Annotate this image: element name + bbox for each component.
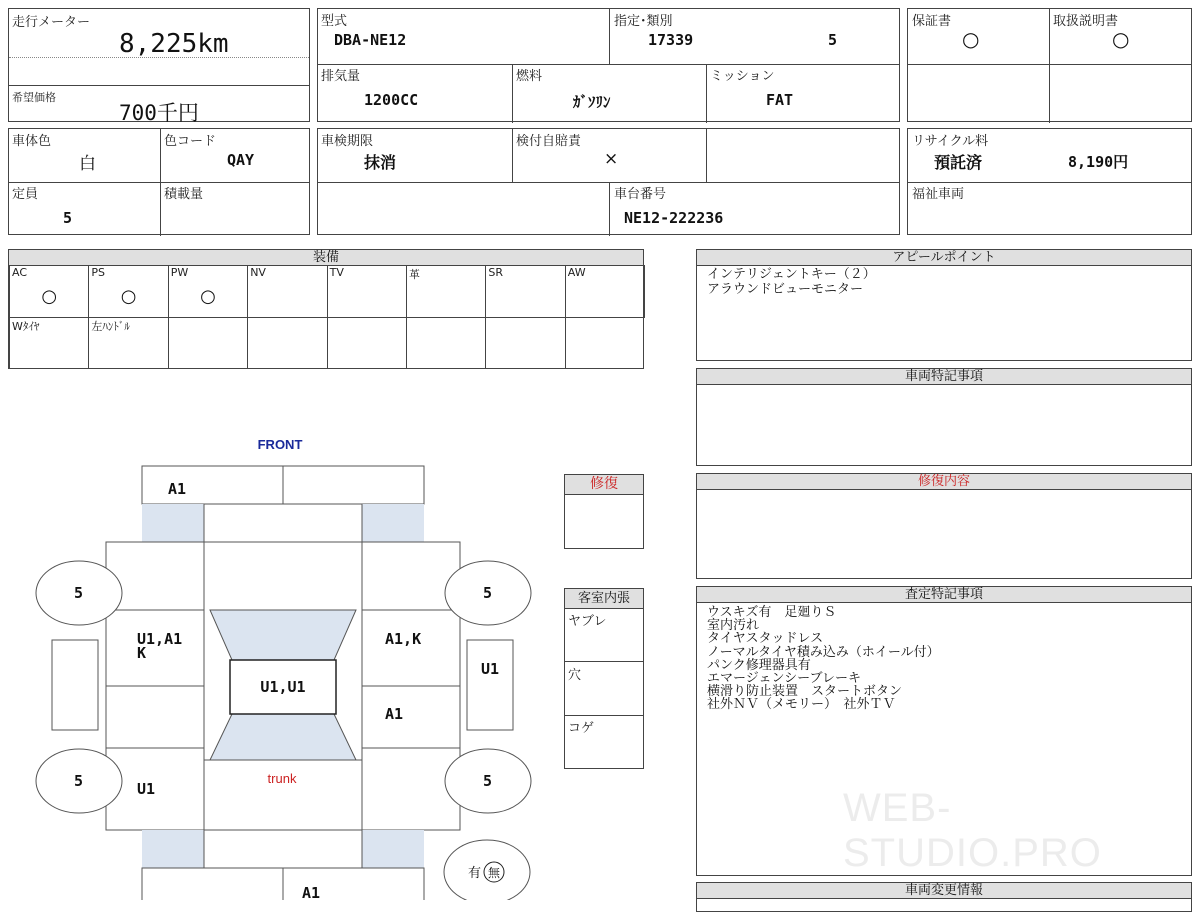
warranty-manual-box (907, 8, 1192, 122)
rear-left-glass (142, 830, 204, 868)
model-spec-box (317, 8, 900, 122)
desired-price-value: 700千円 (119, 101, 199, 125)
equipment-cell-label: PW (170, 266, 189, 279)
equipment-cell-label: TV (329, 266, 344, 279)
front-bumper-code: A1 (168, 480, 187, 498)
repair-title: 修復 (565, 475, 643, 495)
equipment-cell-label: AC (12, 266, 28, 279)
assessment-line-5: パンク修理器具有 (707, 657, 811, 673)
equipment-cell-row2-2 (88, 317, 168, 369)
equipment-cell-label: Wﾀｲﾔ (12, 320, 40, 333)
change-info-box (696, 882, 1192, 912)
inspection-chassis-box (317, 128, 900, 235)
assessment-line-4: ノーマルタイヤ積み込み（ホイール付） (707, 644, 940, 660)
equipment-cell-label: SR (488, 266, 504, 279)
car-damage-diagram (0, 430, 560, 900)
displacement-value: 1200CC (364, 91, 419, 109)
wheel-fr-code: 5 (483, 584, 493, 602)
rear-right-glass (362, 830, 424, 868)
welfare-label: 福祉車両 (912, 187, 965, 202)
right-rear-door-code: A1 (385, 705, 404, 723)
vehicle-notes-box (696, 368, 1192, 466)
load-label: 積載量 (164, 187, 204, 202)
equipment-cell-mark: ○ (41, 286, 58, 307)
odometer-label: 走行メーター (12, 15, 91, 30)
roof-code: U1,U1 (260, 678, 306, 696)
equipment-cell-3 (168, 265, 248, 318)
equipment-cell-4 (247, 265, 327, 318)
right-front-code: A1,K (385, 630, 422, 648)
equipment-cell-7 (485, 265, 565, 318)
right-side-panel (467, 640, 513, 730)
color-code-label: 色コード (164, 134, 217, 149)
equipment-cell-mark: ○ (200, 286, 216, 307)
mission-label: ミッション (710, 69, 775, 84)
equipment-table (8, 249, 644, 369)
interior-box (564, 588, 644, 769)
chassis-value: NE12-222236 (624, 209, 724, 227)
assessment-line-3: タイヤスタッドレス (707, 631, 824, 647)
capacity-label: 定員 (12, 187, 39, 202)
equipment-cell-label: 左ﾊﾝﾄﾞﾙ (91, 320, 130, 333)
wheel-rl-code: 5 (74, 772, 84, 790)
fuel-label: 燃料 (516, 69, 543, 84)
insurance-label: 検付自賠責 (516, 134, 582, 149)
inspection-value: 抹消 (364, 153, 397, 172)
recycle-welfare-box (907, 128, 1192, 235)
class-value: 5 (828, 31, 838, 49)
front-left-glass (142, 504, 204, 542)
interior-item-burn: コゲ (568, 721, 595, 736)
left-front-code: U1,A1 (137, 630, 183, 648)
recycle-amount: 8,190円 (1068, 153, 1129, 171)
rear-glass (210, 714, 356, 760)
wheel-fl-code: 5 (74, 584, 84, 602)
equipment-cell-row2-3 (168, 317, 248, 369)
windshield-glass (210, 610, 356, 660)
recycle-label: リサイクル料 (912, 134, 989, 149)
wheel-rr-code: 5 (483, 772, 493, 790)
manual-label: 取扱説明書 (1053, 14, 1119, 29)
displacement-label: 排気量 (321, 69, 361, 84)
assessment-line-8: 社外ＮＶ（メモリー） 社外ＴＶ (707, 697, 896, 713)
color-capacity-box (8, 128, 310, 235)
equipment-cell-6 (406, 265, 486, 318)
assessment-line-7: 横滑り防止装置 スタートボタン (707, 684, 903, 700)
left-side-panel (52, 640, 98, 730)
designation-label: 指定･類別 (614, 14, 673, 29)
color-code-value: QAY (227, 151, 255, 169)
front-right-glass (362, 504, 424, 542)
designation-value: 17339 (648, 31, 694, 49)
equipment-cell-mark: ○ (120, 286, 137, 307)
odometer-value: 8,225km (119, 29, 229, 59)
repair-details-title: 修復内容 (697, 474, 1191, 490)
inspection-label: 車検期限 (321, 134, 374, 149)
interior-title: 客室内張 (565, 589, 643, 609)
front-label: FRONT (257, 437, 303, 452)
interior-item-tear: ヤブレ (568, 614, 607, 629)
appeal-points-box (696, 249, 1192, 361)
spare-has-label: 有 (468, 866, 482, 881)
assessment-line-1: ウスキズ有 足廻りＳ (707, 605, 837, 620)
equipment-cell-row2-7 (485, 317, 565, 369)
fuel-value: ｶﾞｿﾘﾝ (573, 93, 611, 111)
equipment-cell-label: NV (250, 266, 266, 279)
left-front-code-2: K (137, 644, 147, 662)
assessment-line-2: 室内汚れ (707, 618, 760, 634)
color-label: 車体色 (12, 134, 52, 149)
equipment-cell-row2-4 (247, 317, 327, 369)
equipment-title: 装備 (9, 250, 643, 266)
warranty-label: 保証書 (912, 14, 952, 29)
equipment-cell-label: PS (91, 266, 106, 279)
appeal-line-1: インテリジェントキー（２） (707, 267, 876, 282)
mission-value: FAT (766, 91, 794, 109)
watermark: WEB-STUDIO.PRO (843, 786, 1102, 875)
equipment-cell-label: 革 (409, 268, 420, 281)
equipment-cell-8 (565, 265, 645, 318)
insurance-value: × (604, 149, 619, 169)
repair-box (564, 474, 644, 549)
model-value: DBA-NE12 (334, 31, 407, 49)
appeal-title: アピールポイント (697, 250, 1191, 266)
color-value: 白 (79, 154, 96, 174)
trunk-label: trunk (267, 771, 297, 786)
appeal-line-2: アラウンドビューモニター (707, 282, 864, 297)
vehicle-notes-title: 車両特記事項 (697, 369, 1191, 385)
equipment-cell-2 (88, 265, 168, 318)
equipment-cell-1 (9, 265, 89, 318)
assessment-line-6: エマージェンシーブレーキ (707, 671, 861, 686)
desired-price-label: 希望価格 (12, 91, 56, 104)
equipment-cell-row2-6 (406, 317, 486, 369)
assessment-title: 査定特記事項 (697, 587, 1191, 603)
manual-value: ○ (1112, 27, 1130, 51)
left-rear-code: U1 (137, 780, 156, 798)
equipment-cell-row2-1 (9, 317, 89, 369)
right-side-code: U1 (480, 660, 500, 678)
change-info-title: 車両変更情報 (697, 883, 1191, 899)
chassis-label: 車台番号 (614, 187, 667, 202)
interior-item-hole: 穴 (568, 668, 582, 683)
equipment-cell-row2-5 (327, 317, 407, 369)
equipment-cell-label: AW (567, 266, 586, 279)
repair-details-box (696, 473, 1192, 579)
odometer-price-box (8, 8, 310, 125)
rear-bumper-code: A1 (302, 884, 321, 900)
recycle-status: 預託済 (934, 153, 983, 172)
warranty-value: ○ (962, 27, 980, 51)
model-label: 型式 (321, 14, 348, 29)
spare-none-label: 無 (487, 866, 501, 880)
equipment-cell-5 (327, 265, 407, 318)
capacity-value: 5 (63, 209, 73, 227)
